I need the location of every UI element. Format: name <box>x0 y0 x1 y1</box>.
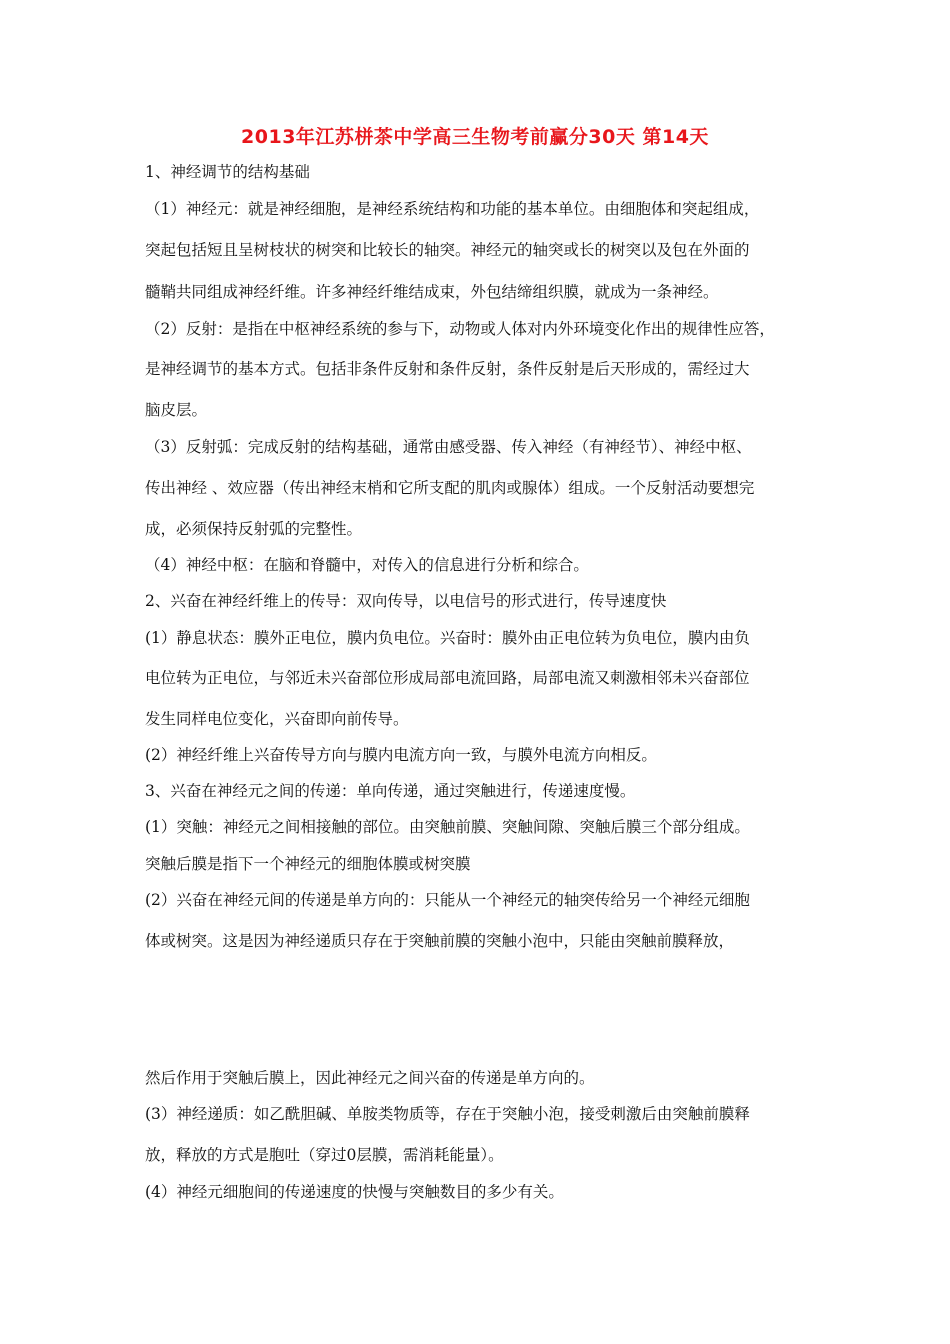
paragraph-line: (2）神经纤维上兴奋传导方向与膜内电流方向一致，与膜外电流方向相反。 <box>145 746 657 764</box>
paragraph-line: 成，必须保持反射弧的完整性。 <box>145 520 363 538</box>
paragraph-line: 脑皮层。 <box>145 401 208 419</box>
paragraph-line: （3）反射弧：完成反射的结构基础，通常由感受器、传入神经（有神经节）、神经中枢、 <box>145 438 752 456</box>
page-title: 2013年江苏栟茶中学高三生物考前赢分30天 第14天 <box>241 126 709 148</box>
paragraph-line: (4）神经元细胞间的传递速度的快慢与突触数目的多少有关。 <box>145 1183 564 1201</box>
paragraph-line: 体或树突。这是因为神经递质只存在于突触前膜的突触小泡中，只能由突触前膜释放， <box>145 932 735 950</box>
paragraph-line: 突触后膜是指下一个神经元的细胞体膜或树突膜 <box>145 855 471 873</box>
paragraph-line: (2）兴奋在神经元间的传递是单方向的：只能从一个神经元的轴突传给另一个神经元细胞 <box>145 891 750 909</box>
paragraph-line: （2）反射：是指在中枢神经系统的参与下，动物或人体对内外环境变化作出的规律性应答， <box>145 320 775 338</box>
paragraph-line: 是神经调节的基本方式。包括非条件反射和条件反射，条件反射是后天形成的，需经过大 <box>145 360 750 378</box>
paragraph-line: 突起包括短且呈树枝状的树突和比较长的轴突。神经元的轴突或长的树突以及包在外面的 <box>145 241 750 259</box>
paragraph-line: （1）神经元：就是神经细胞，是神经系统结构和功能的基本单位。由细胞体和突起组成， <box>145 200 760 218</box>
section-heading-3: 3、兴奋在神经元之间的传递：单向传递，通过突触进行，传递速度慢。 <box>145 782 636 800</box>
paragraph-line: （4）神经中枢：在脑和脊髓中，对传入的信息进行分析和综合。 <box>145 556 589 574</box>
paragraph-line: (1）突触：神经元之间相接触的部位。由突触前膜、突触间隙、突触后膜三个部分组成。 <box>145 818 750 836</box>
section-heading-1: 1、神经调节的结构基础 <box>145 163 310 181</box>
paragraph-line: 传出神经 、效应器（传出神经末梢和它所支配的肌肉或腺体）组成。一个反射活动要想完 <box>145 479 755 497</box>
section-heading-2: 2、兴奋在神经纤维上的传导：双向传导，以电信号的形式进行，传导速度快 <box>145 592 667 610</box>
paragraph-line: 髓鞘共同组成神经纤维。许多神经纤维结成束，外包结缔组织膜，就成为一条神经。 <box>145 283 719 301</box>
paragraph-line: (1）静息状态：膜外正电位，膜内负电位。兴奋时：膜外由正电位转为负电位，膜内由负 <box>145 629 750 647</box>
paragraph-line: 放，释放的方式是胞吐（穿过0层膜，需消耗能量）。 <box>145 1146 504 1164</box>
paragraph-line: 电位转为正电位，与邻近未兴奋部位形成局部电流回路，局部电流又刺激相邻未兴奋部位 <box>145 669 750 687</box>
paragraph-line: 发生同样电位变化，兴奋即向前传导。 <box>145 710 409 728</box>
paragraph-line: 然后作用于突触后膜上，因此神经元之间兴奋的传递是单方向的。 <box>145 1069 595 1087</box>
paragraph-line: (3）神经递质：如乙酰胆碱、单胺类物质等，存在于突触小泡，接受刺激后由突触前膜释 <box>145 1105 750 1123</box>
